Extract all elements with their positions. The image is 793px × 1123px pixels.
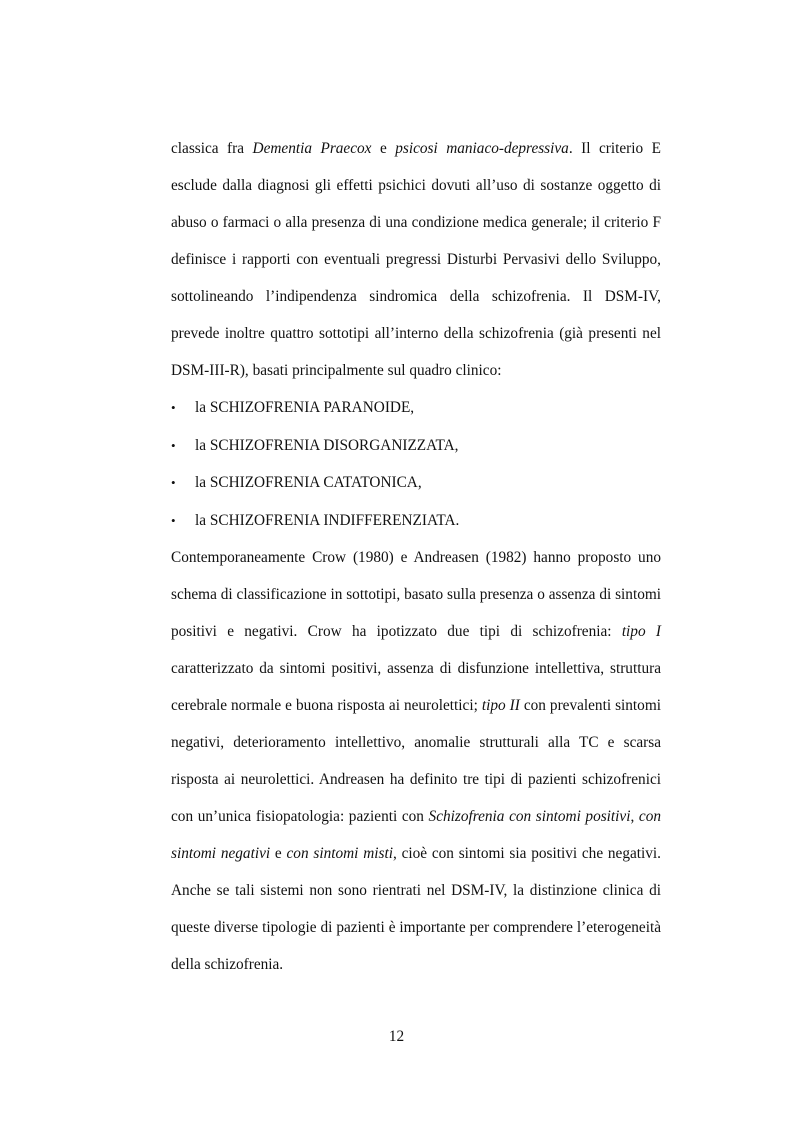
paragraph-1: classica fra Dementia Praecox e psicosi maniaco-depressiva. Il criterio E esclude dalla diagnosi gli effetti psichici dovuti all’uso di sostanze oggetto di abuso o farmaci o alla presenza di una condizione medica generale; il criterio F definisce i rapporti con eventuali pregressi Disturbi Pervasivi dello Sviluppo, sottolineando l’indipendenza sindromica della schizofrenia. Il DSM-IV, prevede inoltre quattro sottotipi all’interno della schizofrenia (già presenti nel DSM-III-R), basati principalmente sul quadro clinico: [171,140,661,379]
paragraph-2: Contemporaneamente Crow (1980) e Andreasen (1982) hanno proposto uno schema di classificazione in sottotipi, basato sulla presenza o assenza di sintomi positivi e negativi. Crow ha ipotizzato due tipi di schizofrenia: tipo I caratterizzato da sintomi positivi, assenza di disfunzione intellettiva, struttura cerebrale normale e buona risposta ai neurolettici; tipo II con prevalenti sintomi negativi, deterioramento intellettivo, anomalie strutturali alla TC e scarsa risposta ai neurolettici. Andreasen ha definito tre tipi di pazienti schizofrenici con un’unica fisiopatologia: pazienti con Schizofrenia con sintomi positivi, con sintomi negativi e con sintomi misti, cioè con sintomi sia positivi che negativi. Anche se tali sistemi non sono rientrati nel DSM-IV, la distinzione clinica di queste diverse tipologie di pazienti è importante per comprendere l’eterogeneità della schizofrenia. [171,549,661,973]
body-text [171,130,661,983]
bullet-icon: • [171,400,176,415]
bullet-icon: • [171,512,176,528]
list-item: • la SCHIZOFRENIA INDIFFERENZIATA. [171,502,661,540]
list-item: • la SCHIZOFRENIA CATATONICA, [171,464,661,502]
subtype-list [171,389,661,539]
bullet-icon: • [171,475,176,490]
list-item: • la SCHIZOFRENIA PARANOIDE, [171,389,661,427]
list-item: • la SCHIZOFRENIA DISORGANIZZATA, [171,427,661,465]
bullet-icon: • [171,437,176,453]
page-number: 12 [388,1028,405,1045]
